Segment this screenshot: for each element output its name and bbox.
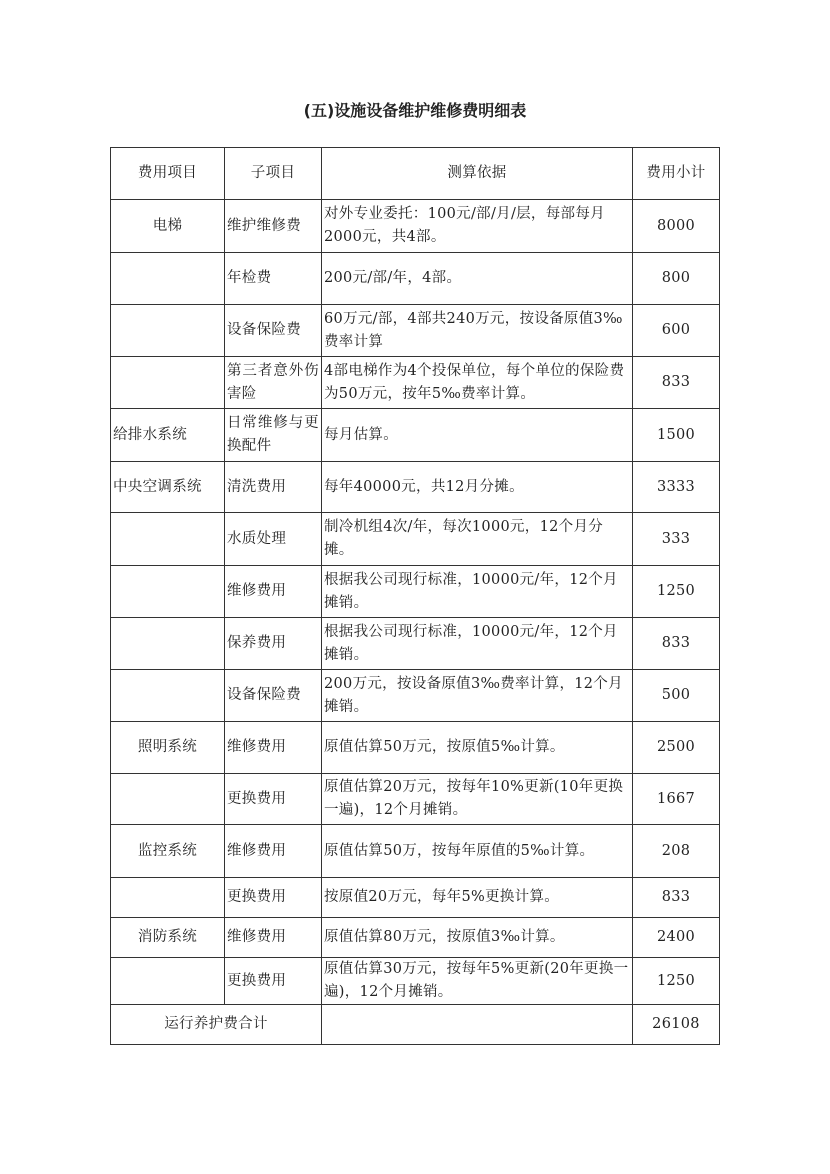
amount-cell: 1250 xyxy=(633,958,720,1005)
table-row xyxy=(111,409,720,462)
basis-cell: 200元/部/年，4部。 xyxy=(322,253,633,305)
amount-cell: 600 xyxy=(633,305,720,357)
amount-cell: 2400 xyxy=(633,918,720,958)
sub-item-cell: 维修费用 xyxy=(225,722,322,774)
sub-item-cell: 更换费用 xyxy=(225,958,322,1005)
basis-cell: 根据我公司现行标准，10000元/年，12个月摊销。 xyxy=(322,566,633,618)
basis-cell: 原值估算30万元，按每年5%更新(20年更换一遍)，12个月摊销。 xyxy=(322,958,633,1005)
category-cell: 中央空调系统 xyxy=(111,462,225,513)
amount-cell: 1500 xyxy=(633,409,720,462)
header-row xyxy=(111,148,720,200)
table-row xyxy=(111,774,720,825)
category-cell xyxy=(111,566,225,618)
table-row xyxy=(111,513,720,566)
category-cell xyxy=(111,774,225,825)
sub-item-cell: 清洗费用 xyxy=(225,462,322,513)
amount-cell: 500 xyxy=(633,670,720,722)
table-row xyxy=(111,958,720,1005)
sub-item-cell: 第三者意外伤害险 xyxy=(225,357,322,409)
amount-cell: 2500 xyxy=(633,722,720,774)
amount-cell: 208 xyxy=(633,825,720,878)
sub-item-cell: 水质处理 xyxy=(225,513,322,566)
amount-cell: 833 xyxy=(633,357,720,409)
category-cell xyxy=(111,618,225,670)
table-row xyxy=(111,462,720,513)
total-basis xyxy=(322,1005,633,1045)
amount-cell: 333 xyxy=(633,513,720,566)
total-row xyxy=(111,1005,720,1045)
table-row xyxy=(111,918,720,958)
amount-cell: 833 xyxy=(633,618,720,670)
category-cell: 给排水系统 xyxy=(111,409,225,462)
category-cell xyxy=(111,670,225,722)
sub-item-cell: 更换费用 xyxy=(225,878,322,918)
category-cell xyxy=(111,958,225,1005)
basis-cell: 制冷机组4次/年，每次1000元，12个月分摊。 xyxy=(322,513,633,566)
page-title: (五)设施设备维护维修费明细表 xyxy=(303,101,527,120)
basis-cell: 原值估算20万元，按每年10%更新(10年更换一遍)，12个月摊销。 xyxy=(322,774,633,825)
amount-cell: 800 xyxy=(633,253,720,305)
sub-item-cell: 维修费用 xyxy=(225,825,322,878)
header-sub-item: 子项目 xyxy=(225,148,322,200)
category-cell: 电梯 xyxy=(111,200,225,253)
table-row xyxy=(111,722,720,774)
category-cell xyxy=(111,513,225,566)
amount-cell: 3333 xyxy=(633,462,720,513)
sub-item-cell: 维修费用 xyxy=(225,918,322,958)
table-row xyxy=(111,357,720,409)
table-row xyxy=(111,566,720,618)
sub-item-cell: 设备保险费 xyxy=(225,305,322,357)
header-amount: 费用小计 xyxy=(633,148,720,200)
sub-item-cell: 维修费用 xyxy=(225,566,322,618)
basis-cell: 4部电梯作为4个投保单位，每个单位的保险费为50万元，按年5‰费率计算。 xyxy=(322,357,633,409)
basis-cell: 对外专业委托：100元/部/月/层，每部每月2000元，共4部。 xyxy=(322,200,633,253)
amount-cell: 1250 xyxy=(633,566,720,618)
header-basis: 测算依据 xyxy=(322,148,633,200)
category-cell xyxy=(111,305,225,357)
cost-detail-table xyxy=(110,147,720,1045)
total-label: 运行养护费合计 xyxy=(111,1005,322,1045)
table-row xyxy=(111,825,720,878)
basis-cell: 原值估算50万，按每年原值的5‰计算。 xyxy=(322,825,633,878)
amount-cell: 8000 xyxy=(633,200,720,253)
table-row xyxy=(111,618,720,670)
basis-cell: 每年40000元，共12月分摊。 xyxy=(322,462,633,513)
category-cell xyxy=(111,253,225,305)
category-cell xyxy=(111,357,225,409)
category-cell xyxy=(111,878,225,918)
category-cell: 监控系统 xyxy=(111,825,225,878)
category-cell: 照明系统 xyxy=(111,722,225,774)
sub-item-cell: 日常维修与更换配件 xyxy=(225,409,322,462)
sub-item-cell: 维护维修费 xyxy=(225,200,322,253)
header-category: 费用项目 xyxy=(111,148,225,200)
amount-cell: 1667 xyxy=(633,774,720,825)
total-amount: 26108 xyxy=(633,1005,720,1045)
basis-cell: 原值估算50万元，按原值5‰计算。 xyxy=(322,722,633,774)
basis-cell: 60万元/部，4部共240万元，按设备原值3‰费率计算 xyxy=(322,305,633,357)
sub-item-cell: 设备保险费 xyxy=(225,670,322,722)
table-row xyxy=(111,878,720,918)
table-row xyxy=(111,253,720,305)
table-row xyxy=(111,670,720,722)
basis-cell: 200万元，按设备原值3‰费率计算，12个月摊销。 xyxy=(322,670,633,722)
sub-item-cell: 保养费用 xyxy=(225,618,322,670)
category-cell: 消防系统 xyxy=(111,918,225,958)
basis-cell: 每月估算。 xyxy=(322,409,633,462)
sub-item-cell: 年检费 xyxy=(225,253,322,305)
amount-cell: 833 xyxy=(633,878,720,918)
basis-cell: 原值估算80万元，按原值3‰计算。 xyxy=(322,918,633,958)
basis-cell: 按原值20万元，每年5%更换计算。 xyxy=(322,878,633,918)
table-row xyxy=(111,305,720,357)
basis-cell: 根据我公司现行标准，10000元/年，12个月摊销。 xyxy=(322,618,633,670)
table-row xyxy=(111,200,720,253)
sub-item-cell: 更换费用 xyxy=(225,774,322,825)
